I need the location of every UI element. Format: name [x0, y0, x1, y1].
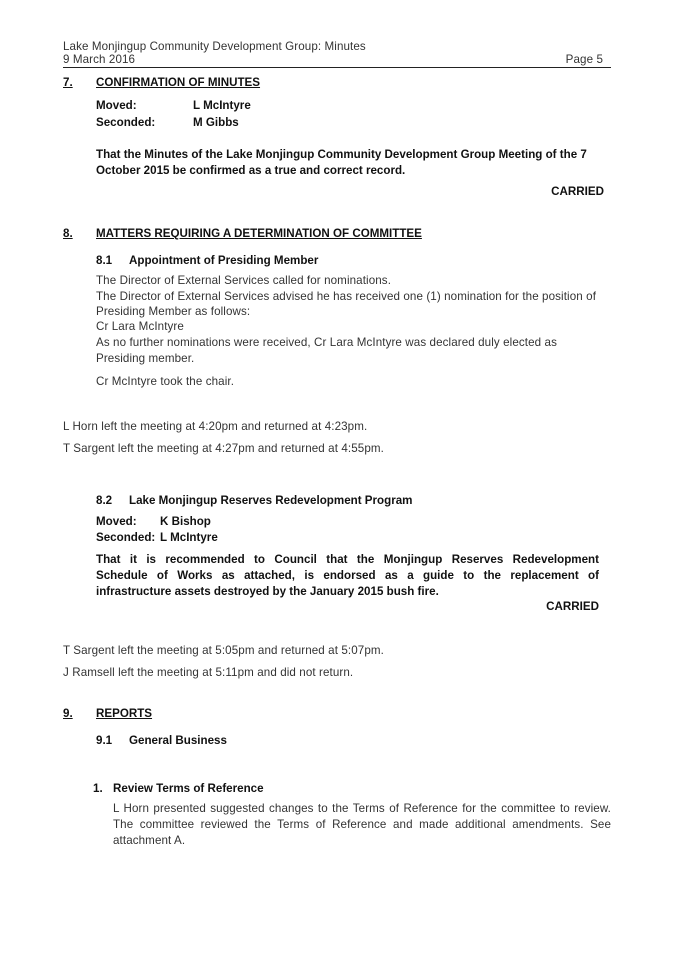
s8-1-nominee: Cr Lara McIntyre [96, 320, 184, 333]
s9-1-number: 9.1 [96, 734, 113, 747]
s7-carried: CARRIED [551, 185, 604, 198]
s7-seconded-label: Seconded: [96, 116, 156, 129]
s8-2-number: 8.2 [96, 494, 113, 507]
s8-2-moved-value: K Bishop [160, 515, 211, 528]
s8-1-paragraph-5: Cr McIntyre took the chair. [96, 375, 235, 388]
s8-1-paragraph-4-line-1: As no further nominations were received, Cr Lara McIntyre was declared duly elected as [96, 336, 557, 349]
s8-2-seconded-label: Seconded: [96, 531, 156, 544]
attendance-note-2: T Sargent left the meeting at 4:27pm and returned at 4:55pm. [63, 442, 384, 455]
section-8-number: 8. [63, 227, 73, 240]
s7-moved-value: L McIntyre [193, 99, 251, 112]
s9-item-line-3: attachment A. [113, 834, 186, 847]
section-9-number: 9. [63, 707, 73, 720]
section-9-heading: REPORTS [96, 707, 153, 720]
s8-2-resolution-line-3: infrastructure assets destroyed by the January 2015 bush fire. [96, 585, 439, 598]
section-7-heading: CONFIRMATION OF MINUTES [96, 76, 261, 89]
s7-resolution-line-2: October 2015 be confirmed as a true and correct record. [96, 164, 406, 177]
s9-item-line-1: L Horn presented suggested changes to the Terms of Reference for the committee to review. [113, 802, 611, 815]
header-date: 9 March 2016 [63, 53, 136, 66]
s9-item-line-2: The committee reviewed the Terms of Reference and made additional amendments. See [113, 818, 611, 831]
s7-moved-label: Moved: [96, 99, 137, 112]
s8-2-resolution-line-2: Schedule of Works as attached, is endorsed as a guide to the replacement of [96, 569, 599, 582]
attendance-note-4: J Ramsell left the meeting at 5:11pm and did not return. [63, 666, 354, 679]
header-page-number: Page 5 [565, 53, 603, 66]
s8-2-seconded-value: L McIntyre [160, 531, 218, 544]
s8-1-number: 8.1 [96, 254, 113, 267]
attendance-note-1: L Horn left the meeting at 4:20pm and returned at 4:23pm. [63, 420, 368, 433]
s9-item-number: 1. [93, 782, 103, 795]
s8-1-paragraph-1: The Director of External Services called for nominations. [96, 274, 392, 287]
s8-1-paragraph-2-line-2: Presiding Member as follows: [96, 305, 251, 318]
s8-1-title: Appointment of Presiding Member [129, 254, 319, 267]
s8-1-paragraph-2-line-1: The Director of External Services advised he has received one (1) nomination for the position of [96, 290, 597, 303]
s8-1-paragraph-4-line-2: Presiding member. [96, 352, 195, 365]
section-8-heading: MATTERS REQUIRING A DETERMINATION OF COMMITTEE [96, 227, 422, 240]
s9-item-title: Review Terms of Reference [113, 782, 264, 795]
s9-1-title: General Business [129, 734, 227, 747]
attendance-note-3: T Sargent left the meeting at 5:05pm and returned at 5:07pm. [63, 644, 384, 657]
s7-resolution-line-1: That the Minutes of the Lake Monjingup Community Development Group Meeting of the 7 [96, 148, 587, 161]
s8-2-resolution-line-1: That it is recommended to Council that the Monjingup Reserves Redevelopment [96, 553, 599, 566]
header-title: Lake Monjingup Community Development Group: Minutes [63, 40, 366, 53]
s8-2-moved-label: Moved: [96, 515, 137, 528]
section-7-number: 7. [63, 76, 73, 89]
s7-seconded-value: M Gibbs [193, 116, 239, 129]
s8-2-title: Lake Monjingup Reserves Redevelopment Program [129, 494, 413, 507]
s8-2-carried: CARRIED [546, 600, 599, 613]
header-rule [63, 67, 611, 68]
